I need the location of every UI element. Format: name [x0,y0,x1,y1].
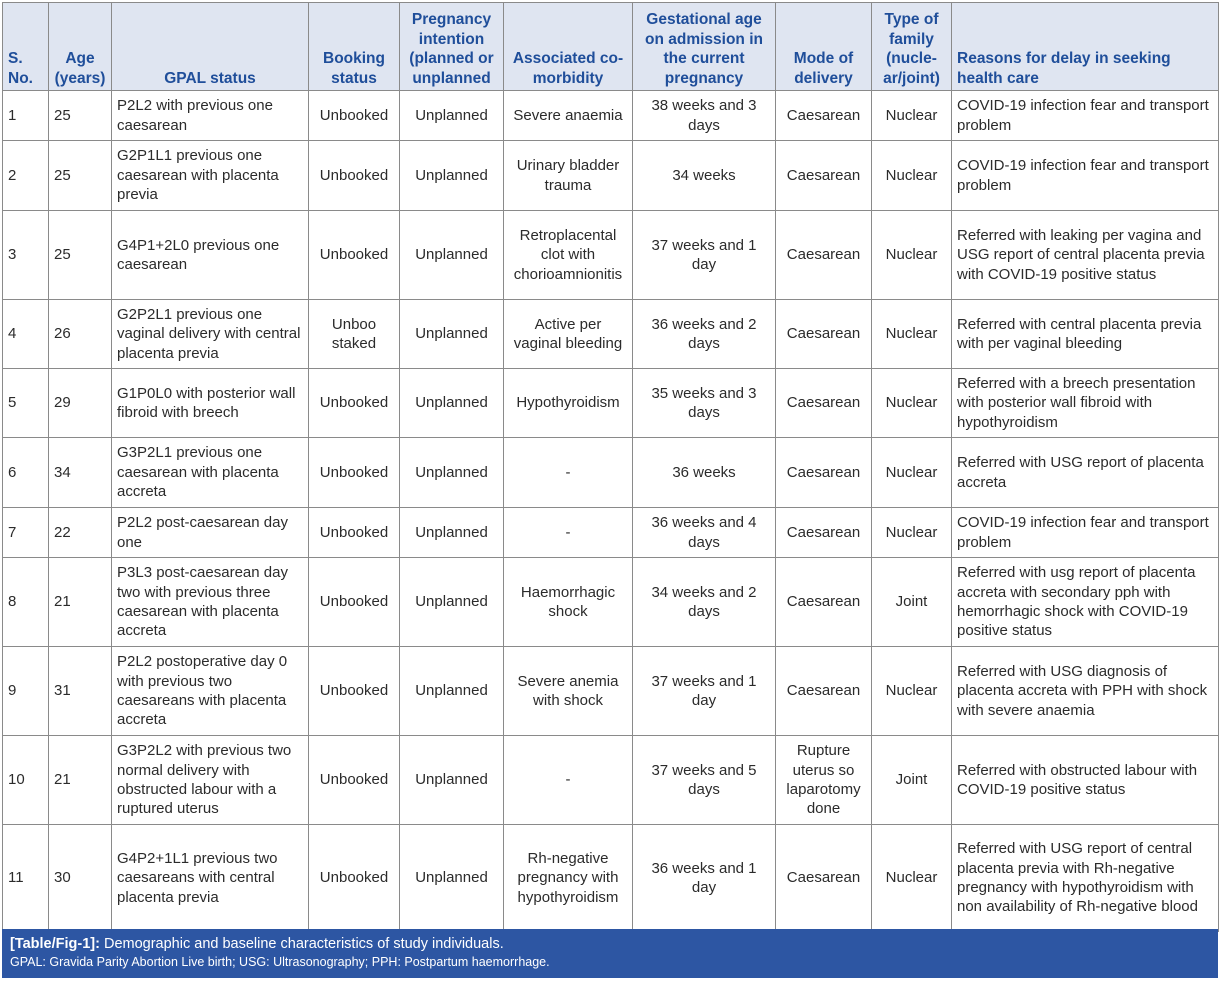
cell-sno: 9 [3,647,49,736]
cell-booking: Unbooked [309,369,400,438]
cell-gestational: 35 weeks and 3 days [633,369,776,438]
cell-comorbidity: Active per vaginal bleeding [504,300,633,369]
cell-age: 22 [49,508,112,558]
table-row [3,211,1219,300]
cell-family: Nuclear [872,825,952,932]
cell-age: 21 [49,736,112,825]
header-comorbidity: Associated co-morbidity [504,3,633,91]
cell-family: Nuclear [872,508,952,558]
caption-tag: [Table/Fig-1]: [10,936,100,952]
cell-family: Nuclear [872,300,952,369]
table-row [3,558,1219,647]
table-row [3,141,1219,211]
cell-gestational: 37 weeks and 1 day [633,647,776,736]
table-row [3,369,1219,438]
cell-age: 34 [49,438,112,508]
cell-intention: Unplanned [400,508,504,558]
cell-gpal: G4P1+2L0 previous one caesarean [112,211,309,300]
cell-mode: Caesarean [776,369,872,438]
cell-booking: Unbooked [309,647,400,736]
cell-age: 25 [49,91,112,141]
cell-comorbidity: Rh-negative pregnancy with hypothyroidism [504,825,633,932]
cell-sno: 5 [3,369,49,438]
cell-mode: Rupture uterus so laparotomy done [776,736,872,825]
cell-age: 31 [49,647,112,736]
table-row [3,825,1219,932]
cell-comorbidity: - [504,438,633,508]
cell-intention: Unplanned [400,647,504,736]
cell-gestational: 37 weeks and 5 days [633,736,776,825]
cell-mode: Caesarean [776,141,872,211]
cell-sno: 4 [3,300,49,369]
cell-reasons: Referred with usg report of placenta accreta with secondary pph with hemorrhagic shock with COVID-19 positive status [952,558,1219,647]
header-gestational: Gestational age on admission in the current pregnancy [633,3,776,91]
cell-family: Nuclear [872,211,952,300]
cell-family: Joint [872,736,952,825]
cell-mode: Caesarean [776,647,872,736]
cell-mode: Caesarean [776,508,872,558]
caption-title: Demographic and baseline characteristics of study individuals. [103,936,504,952]
cell-gestational: 38 weeks and 3 days [633,91,776,141]
cell-sno: 1 [3,91,49,141]
cell-intention: Unplanned [400,211,504,300]
cell-sno: 8 [3,558,49,647]
cell-reasons: Referred with USG report of central placenta previa with Rh-negative pregnancy with hypothyroidism with non availability of Rh-negative blood [952,825,1219,932]
cell-age: 25 [49,141,112,211]
cell-sno: 11 [3,825,49,932]
cell-gestational: 34 weeks and 2 days [633,558,776,647]
cell-sno: 7 [3,508,49,558]
cell-age: 29 [49,369,112,438]
cell-reasons: Referred with obstructed labour with COVID-19 positive status [952,736,1219,825]
table-container [2,2,1218,932]
header-family: Type of family (nucle-ar/joint) [872,3,952,91]
cell-gpal: G2P1L1 previous one caesarean with placenta previa [112,141,309,211]
table-caption [2,929,1218,978]
cell-intention: Unplanned [400,369,504,438]
cell-gpal: P3L3 post-caesarean day two with previous three caesarean with placenta accreta [112,558,309,647]
header-reasons: Reasons for delay in seeking health care [952,3,1219,91]
table-row [3,300,1219,369]
cell-intention: Unplanned [400,91,504,141]
cell-family: Nuclear [872,141,952,211]
cell-intention: Unplanned [400,438,504,508]
header-sno: S. No. [3,3,49,91]
cell-reasons: COVID-19 infection fear and transport problem [952,141,1219,211]
cell-gpal: G4P2+1L1 previous two caesareans with central placenta previa [112,825,309,932]
cell-age: 25 [49,211,112,300]
characteristics-table [2,2,1219,932]
table-row [3,647,1219,736]
table-row [3,736,1219,825]
cell-booking: Unbooked [309,508,400,558]
cell-mode: Caesarean [776,825,872,932]
header-booking: Booking status [309,3,400,91]
cell-gpal: P2L2 with previous one caesarean [112,91,309,141]
cell-gpal: P2L2 post-caesarean day one [112,508,309,558]
table-row [3,438,1219,508]
cell-sno: 6 [3,438,49,508]
cell-gestational: 36 weeks and 4 days [633,508,776,558]
cell-booking: Unbooked [309,558,400,647]
cell-comorbidity: Retroplacental clot with chorioamnionitis [504,211,633,300]
cell-mode: Caesarean [776,211,872,300]
cell-booking: Unbooked [309,91,400,141]
cell-comorbidity: Severe anemia with shock [504,647,633,736]
header-intention: Pregnancy intention (planned or unplanned [400,3,504,91]
cell-gpal: P2L2 postoperative day 0 with previous two caesareans with placenta accreta [112,647,309,736]
cell-reasons: Referred with central placenta previa with per vaginal bleeding [952,300,1219,369]
table-row [3,508,1219,558]
cell-mode: Caesarean [776,438,872,508]
cell-family: Nuclear [872,647,952,736]
cell-booking: Unbooked [309,438,400,508]
cell-intention: Unplanned [400,825,504,932]
cell-mode: Caesarean [776,300,872,369]
cell-comorbidity: - [504,508,633,558]
cell-family: Nuclear [872,438,952,508]
cell-family: Joint [872,558,952,647]
cell-age: 30 [49,825,112,932]
cell-sno: 2 [3,141,49,211]
table-row [3,91,1219,141]
header-gpal: GPAL status [112,3,309,91]
cell-reasons: Referred with leaking per vagina and USG report of central placenta previa with COVID-19 positive status [952,211,1219,300]
header-age: Age (years) [49,3,112,91]
cell-gestational: 36 weeks and 2 days [633,300,776,369]
cell-family: Nuclear [872,369,952,438]
cell-reasons: Referred with USG diagnosis of placenta accreta with PPH with shock with severe anaemia [952,647,1219,736]
cell-comorbidity: Haemorrhagic shock [504,558,633,647]
cell-reasons: Referred with a breech presentation with posterior wall fibroid with hypothyroidism [952,369,1219,438]
cell-intention: Unplanned [400,558,504,647]
cell-reasons: COVID-19 infection fear and transport problem [952,508,1219,558]
cell-intention: Unplanned [400,300,504,369]
header-row [3,3,1219,91]
cell-gpal: G3P2L1 previous one caesarean with placenta accreta [112,438,309,508]
cell-booking: Unboo staked [309,300,400,369]
cell-age: 21 [49,558,112,647]
header-mode: Mode of delivery [776,3,872,91]
cell-gpal: G2P2L1 previous one vaginal delivery with central placenta previa [112,300,309,369]
cell-booking: Unbooked [309,825,400,932]
cell-family: Nuclear [872,91,952,141]
cell-reasons: COVID-19 infection fear and transport problem [952,91,1219,141]
cell-gestational: 36 weeks and 1 day [633,825,776,932]
cell-reasons: Referred with USG report of placenta accreta [952,438,1219,508]
cell-comorbidity: Hypothyroidism [504,369,633,438]
cell-gestational: 34 weeks [633,141,776,211]
cell-intention: Unplanned [400,736,504,825]
cell-gestational: 37 weeks and 1 day [633,211,776,300]
cell-intention: Unplanned [400,141,504,211]
caption-footnote: GPAL: Gravida Parity Abortion Live birth; USG: Ultrasonography; PPH: Postpartum haemorrhage. [10,955,550,969]
cell-comorbidity: Severe anaemia [504,91,633,141]
cell-mode: Caesarean [776,558,872,647]
cell-sno: 3 [3,211,49,300]
cell-booking: Unbooked [309,141,400,211]
cell-booking: Unbooked [309,211,400,300]
cell-gestational: 36 weeks [633,438,776,508]
cell-booking: Unbooked [309,736,400,825]
cell-mode: Caesarean [776,91,872,141]
cell-comorbidity: Urinary bladder trauma [504,141,633,211]
cell-comorbidity: - [504,736,633,825]
cell-gpal: G1P0L0 with posterior wall fibroid with breech [112,369,309,438]
cell-gpal: G3P2L2 with previous two normal delivery with obstructed labour with a ruptured uterus [112,736,309,825]
cell-sno: 10 [3,736,49,825]
caption-title-line [10,934,1210,954]
cell-age: 26 [49,300,112,369]
